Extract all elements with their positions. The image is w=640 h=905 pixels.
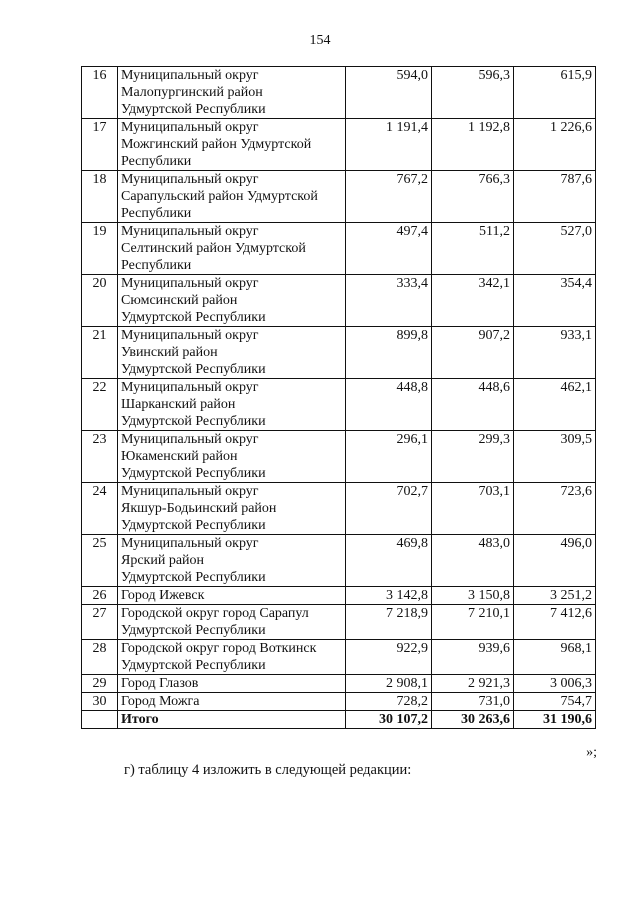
table-row — [82, 171, 596, 223]
row-name-line: Можгинский район Удмуртской — [121, 137, 312, 152]
value-col-3: 527,0 — [514, 223, 596, 275]
table-row — [82, 327, 596, 379]
instruction-text: г) таблицу 4 изложить в следующей редакции: — [124, 762, 412, 778]
total-value-3: 31 190,6 — [514, 711, 596, 729]
value-col-2: 448,6 — [432, 379, 514, 431]
row-number: 21 — [82, 327, 118, 379]
table-row — [82, 223, 596, 275]
value-col-3: 354,4 — [514, 275, 596, 327]
value-col-1: 7 218,9 — [346, 605, 432, 640]
value-col-1: 594,0 — [346, 67, 432, 119]
value-col-2: 596,3 — [432, 67, 514, 119]
row-name-line: Удмуртской Республики — [121, 570, 266, 585]
row-name-line: Увинский район — [121, 345, 218, 360]
row-name-line: Муниципальный округ — [121, 484, 259, 499]
table-row — [82, 605, 596, 640]
row-name-line: Город Ижевск — [121, 588, 205, 603]
total-row — [82, 711, 596, 729]
row-name-line: Город Можга — [121, 694, 200, 709]
value-col-3: 615,9 — [514, 67, 596, 119]
row-number: 22 — [82, 379, 118, 431]
row-name — [118, 67, 346, 119]
table-row — [82, 675, 596, 693]
row-name-line: Сюмсинский район — [121, 293, 238, 308]
row-name — [118, 483, 346, 535]
row-name — [118, 693, 346, 711]
row-name-line: Малопургинский район — [121, 85, 263, 100]
value-col-2: 907,2 — [432, 327, 514, 379]
value-col-2: 483,0 — [432, 535, 514, 587]
data-table — [81, 66, 596, 729]
row-name-line: Городской округ город Воткинск — [121, 641, 317, 656]
row-name-line: Удмуртской Республики — [121, 362, 266, 377]
row-name-line: Республики — [121, 154, 192, 169]
row-name — [118, 675, 346, 693]
row-name — [118, 171, 346, 223]
table-row — [82, 693, 596, 711]
row-number: 19 — [82, 223, 118, 275]
row-name-line: Юкаменский район — [121, 449, 238, 464]
value-col-2: 703,1 — [432, 483, 514, 535]
row-name — [118, 379, 346, 431]
table-row — [82, 379, 596, 431]
row-name-line: Удмуртской Республики — [121, 466, 266, 481]
value-col-2: 731,0 — [432, 693, 514, 711]
row-name-line: Город Глазов — [121, 676, 199, 691]
row-name-line: Шарканский район — [121, 397, 236, 412]
value-col-2: 299,3 — [432, 431, 514, 483]
table-row — [82, 535, 596, 587]
value-col-3: 462,1 — [514, 379, 596, 431]
row-number: 28 — [82, 640, 118, 675]
row-name-line: Селтинский район Удмуртской — [121, 241, 306, 256]
row-name-line: Удмуртской Республики — [121, 623, 266, 638]
row-name-line: Муниципальный округ — [121, 68, 259, 83]
row-name-line: Удмуртской Республики — [121, 102, 266, 117]
value-col-2: 7 210,1 — [432, 605, 514, 640]
page-number: 154 — [309, 33, 331, 48]
row-name-line: Удмуртской Республики — [121, 310, 266, 325]
row-number: 26 — [82, 587, 118, 605]
row-number: 24 — [82, 483, 118, 535]
row-name-line: Муниципальный округ — [121, 380, 259, 395]
value-col-1: 448,8 — [346, 379, 432, 431]
table-row — [82, 119, 596, 171]
row-name-line: Муниципальный округ — [121, 224, 259, 239]
row-name — [118, 535, 346, 587]
value-col-3: 933,1 — [514, 327, 596, 379]
row-name-line: Республики — [121, 206, 192, 221]
row-number: 17 — [82, 119, 118, 171]
row-number: 29 — [82, 675, 118, 693]
row-name-line: Муниципальный округ — [121, 120, 259, 135]
row-name — [118, 587, 346, 605]
value-col-3: 1 226,6 — [514, 119, 596, 171]
value-col-1: 767,2 — [346, 171, 432, 223]
table-body — [82, 67, 596, 729]
row-name-line: Сарапульский район Удмуртской — [121, 189, 318, 204]
table-row — [82, 431, 596, 483]
row-number: 27 — [82, 605, 118, 640]
value-col-3: 723,6 — [514, 483, 596, 535]
value-col-2: 766,3 — [432, 171, 514, 223]
value-col-1: 1 191,4 — [346, 119, 432, 171]
value-col-2: 2 921,3 — [432, 675, 514, 693]
row-name-line: Ярский район — [121, 553, 205, 568]
value-col-1: 702,7 — [346, 483, 432, 535]
value-col-3: 496,0 — [514, 535, 596, 587]
value-col-3: 968,1 — [514, 640, 596, 675]
value-col-1: 296,1 — [346, 431, 432, 483]
value-col-2: 939,6 — [432, 640, 514, 675]
row-number: 20 — [82, 275, 118, 327]
value-col-3: 3 251,2 — [514, 587, 596, 605]
row-name-line: Удмуртской Республики — [121, 658, 266, 673]
row-name — [118, 431, 346, 483]
value-col-3: 309,5 — [514, 431, 596, 483]
value-col-1: 3 142,8 — [346, 587, 432, 605]
total-number — [82, 711, 118, 729]
row-name — [118, 605, 346, 640]
row-name-line: Городской округ город Сарапул — [121, 606, 309, 621]
total-value-2: 30 263,6 — [432, 711, 514, 729]
value-col-3: 787,6 — [514, 171, 596, 223]
row-name-line: Удмуртской Республики — [121, 518, 266, 533]
row-name-line: Республики — [121, 258, 192, 273]
value-col-1: 728,2 — [346, 693, 432, 711]
value-col-2: 1 192,8 — [432, 119, 514, 171]
row-number: 16 — [82, 67, 118, 119]
value-col-3: 7 412,6 — [514, 605, 596, 640]
value-col-1: 899,8 — [346, 327, 432, 379]
row-number: 23 — [82, 431, 118, 483]
row-number: 18 — [82, 171, 118, 223]
row-name-line: Муниципальный округ — [121, 172, 259, 187]
value-col-3: 3 006,3 — [514, 675, 596, 693]
row-name — [118, 640, 346, 675]
table-row — [82, 275, 596, 327]
value-col-2: 3 150,8 — [432, 587, 514, 605]
row-name-line: Муниципальный округ — [121, 432, 259, 447]
total-value-1: 30 107,2 — [346, 711, 432, 729]
row-name — [118, 327, 346, 379]
table-row — [82, 483, 596, 535]
row-name-line: Муниципальный округ — [121, 328, 259, 343]
row-name-line: Удмуртской Республики — [121, 414, 266, 429]
table-row — [82, 587, 596, 605]
closing-quote-mark: »; — [586, 745, 597, 760]
value-col-1: 922,9 — [346, 640, 432, 675]
table-row — [82, 640, 596, 675]
value-col-1: 2 908,1 — [346, 675, 432, 693]
value-col-3: 754,7 — [514, 693, 596, 711]
row-name-line: Муниципальный округ — [121, 276, 259, 291]
row-name-line: Якшур-Бодьинский район — [121, 501, 277, 516]
value-col-1: 333,4 — [346, 275, 432, 327]
row-number: 30 — [82, 693, 118, 711]
row-number: 25 — [82, 535, 118, 587]
value-col-1: 469,8 — [346, 535, 432, 587]
value-col-1: 497,4 — [346, 223, 432, 275]
row-name — [118, 275, 346, 327]
row-name — [118, 223, 346, 275]
value-col-2: 511,2 — [432, 223, 514, 275]
table-row — [82, 67, 596, 119]
row-name — [118, 119, 346, 171]
row-name-line: Муниципальный округ — [121, 536, 259, 551]
value-col-2: 342,1 — [432, 275, 514, 327]
total-label: Итого — [118, 711, 346, 729]
